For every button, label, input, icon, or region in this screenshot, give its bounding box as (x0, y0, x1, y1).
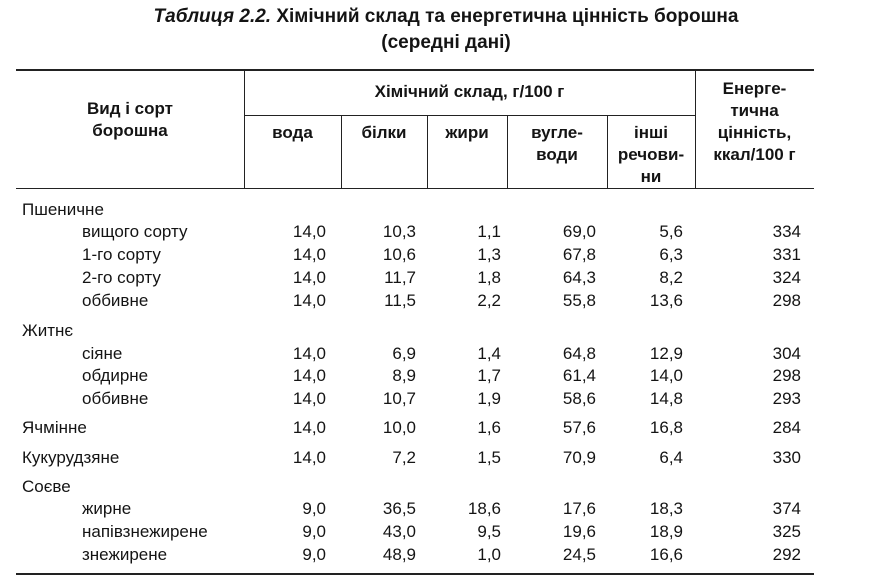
header-kind (16, 98, 244, 142)
table-caption (0, 4, 892, 56)
cell-fat: 1,6 (477, 418, 501, 437)
cell-carbs: 70,9 (562, 448, 596, 467)
row-name: оббивне (82, 389, 149, 408)
table-row (16, 543, 814, 566)
table-row (16, 446, 814, 469)
cell-carbs: 67,8 (562, 245, 596, 264)
header-water: вода (272, 123, 313, 142)
header-chem-group: Хімічний склад, г/100 г (374, 82, 565, 101)
cell-energy: 298 (772, 291, 801, 310)
table-row (16, 342, 814, 365)
cell-other: 8,2 (659, 268, 683, 287)
row-name: сіяне (82, 344, 123, 363)
cell-fat: 1,5 (477, 448, 501, 467)
row-name: вищого сорту (82, 222, 188, 241)
row-name: обдирне (82, 366, 149, 385)
row-name: 2-го сорту (82, 268, 161, 287)
cell-protein: 10,6 (382, 245, 416, 264)
cell-energy: 292 (772, 545, 801, 564)
cell-other: 14,8 (649, 389, 683, 408)
cell-fat: 1,1 (477, 222, 501, 241)
cell-fat: 1,9 (477, 389, 501, 408)
header-energy (695, 78, 814, 166)
header-other-line-2: речови- (617, 145, 685, 164)
cell-energy: 293 (772, 389, 801, 408)
cell-water: 14,0 (292, 366, 326, 385)
cell-water: 14,0 (292, 344, 326, 363)
cell-energy: 304 (772, 344, 801, 363)
cell-carbs: 57,6 (562, 418, 596, 437)
row-name: Кукурудзяне (22, 448, 120, 467)
cell-other: 18,3 (649, 499, 683, 518)
cell-fat: 1,7 (477, 366, 501, 385)
cell-carbs: 61,4 (562, 366, 596, 385)
header-energy-line-1: Енерге- (722, 79, 787, 98)
row-name: Житнє (22, 321, 74, 340)
cell-other: 18,9 (649, 522, 683, 541)
cell-fat: 1,3 (477, 245, 501, 264)
cell-carbs: 64,3 (562, 268, 596, 287)
table-row (16, 387, 814, 410)
cell-protein: 7,2 (392, 448, 416, 467)
row-name: оббивне (82, 291, 149, 310)
table-row (16, 243, 814, 266)
caption-line-1 (0, 4, 892, 30)
cell-fat: 1,0 (477, 545, 501, 564)
cell-fat: 2,2 (477, 291, 501, 310)
cell-protein: 36,5 (382, 499, 416, 518)
table-row (16, 220, 814, 243)
header-carbs-line-2: води (536, 145, 578, 164)
cell-other: 6,3 (659, 245, 683, 264)
table-number: Таблиця 2.2. (153, 6, 272, 27)
cell-water: 14,0 (292, 268, 326, 287)
cell-other: 14,0 (649, 366, 683, 385)
cell-energy: 330 (772, 448, 801, 467)
group-row (16, 319, 814, 342)
header-other-line-3: ни (640, 167, 662, 186)
cell-protein: 10,0 (382, 418, 416, 437)
table-subtitle: (середні дані) (381, 32, 511, 53)
cell-water: 9,0 (302, 522, 326, 541)
cell-carbs: 58,6 (562, 389, 596, 408)
cell-energy: 284 (772, 418, 801, 437)
table-row (16, 364, 814, 387)
cell-protein: 11,5 (384, 291, 416, 310)
cell-other: 5,6 (659, 222, 683, 241)
cell-protein: 48,9 (382, 545, 416, 564)
header-carbs-line-1: вугле- (531, 123, 583, 142)
row-name: напівзнежирене (82, 522, 208, 541)
header-kind-line-1: Вид і сорт (86, 99, 173, 118)
cell-carbs: 17,6 (562, 499, 596, 518)
row-name: знежирене (82, 545, 168, 564)
cell-carbs: 19,6 (562, 522, 596, 541)
cell-protein: 11,7 (384, 268, 416, 287)
cell-energy: 374 (772, 499, 801, 518)
table-row (16, 416, 814, 439)
group-row (16, 198, 814, 221)
header-other-line-1: інші (634, 123, 668, 142)
cell-energy: 324 (772, 268, 801, 287)
cell-carbs: 55,8 (562, 291, 596, 310)
cell-water: 14,0 (292, 418, 326, 437)
cell-other: 13,6 (649, 291, 683, 310)
header-energy-line-3: цінність, (717, 123, 792, 142)
header-energy-line-2: тична (730, 101, 779, 120)
cell-carbs: 64,8 (562, 344, 596, 363)
cell-energy: 334 (772, 222, 801, 241)
cell-energy: 325 (772, 522, 801, 541)
cell-water: 14,0 (292, 222, 326, 241)
cell-energy: 298 (772, 366, 801, 385)
header-bottom-line (16, 188, 814, 189)
cell-water: 14,0 (292, 245, 326, 264)
cell-protein: 43,0 (382, 522, 416, 541)
cell-protein: 6,9 (392, 344, 416, 363)
row-name: Соєве (22, 477, 71, 496)
cell-protein: 8,9 (392, 366, 416, 385)
table-title: Хімічний склад та енергетична цінність борошна (276, 6, 739, 27)
row-name: 1-го сорту (82, 245, 161, 264)
row-name: Ячмінне (22, 418, 87, 437)
row-name: жирне (82, 499, 132, 518)
cell-fat: 18,6 (467, 499, 501, 518)
header-other (607, 122, 695, 188)
cell-fat: 1,8 (477, 268, 501, 287)
cell-water: 9,0 (302, 499, 326, 518)
header-carbs (507, 122, 607, 166)
cell-energy: 331 (772, 245, 801, 264)
group-row (16, 475, 814, 498)
table-row (16, 289, 814, 312)
cell-other: 16,8 (649, 418, 683, 437)
header-fat: жири (445, 123, 489, 142)
cell-fat: 1,4 (477, 344, 501, 363)
table-row (16, 520, 814, 543)
chem-group-underline (244, 115, 695, 116)
cell-fat: 9,5 (477, 522, 501, 541)
cell-water: 14,0 (292, 291, 326, 310)
header-protein: білки (361, 123, 407, 142)
cell-other: 16,6 (649, 545, 683, 564)
cell-water: 14,0 (292, 389, 326, 408)
cell-protein: 10,3 (382, 222, 416, 241)
cell-other: 6,4 (659, 448, 683, 467)
cell-protein: 10,7 (382, 389, 416, 408)
row-name: Пшеничне (22, 200, 104, 219)
header-kind-line-2: борошна (92, 121, 168, 140)
cell-carbs: 24,5 (562, 545, 596, 564)
table-row (16, 497, 814, 520)
cell-carbs: 69,0 (562, 222, 596, 241)
cell-water: 14,0 (292, 448, 326, 467)
header-energy-line-4: ккал/100 г (713, 145, 796, 164)
cell-water: 9,0 (302, 545, 326, 564)
table-row (16, 266, 814, 289)
cell-other: 12,9 (649, 344, 683, 363)
